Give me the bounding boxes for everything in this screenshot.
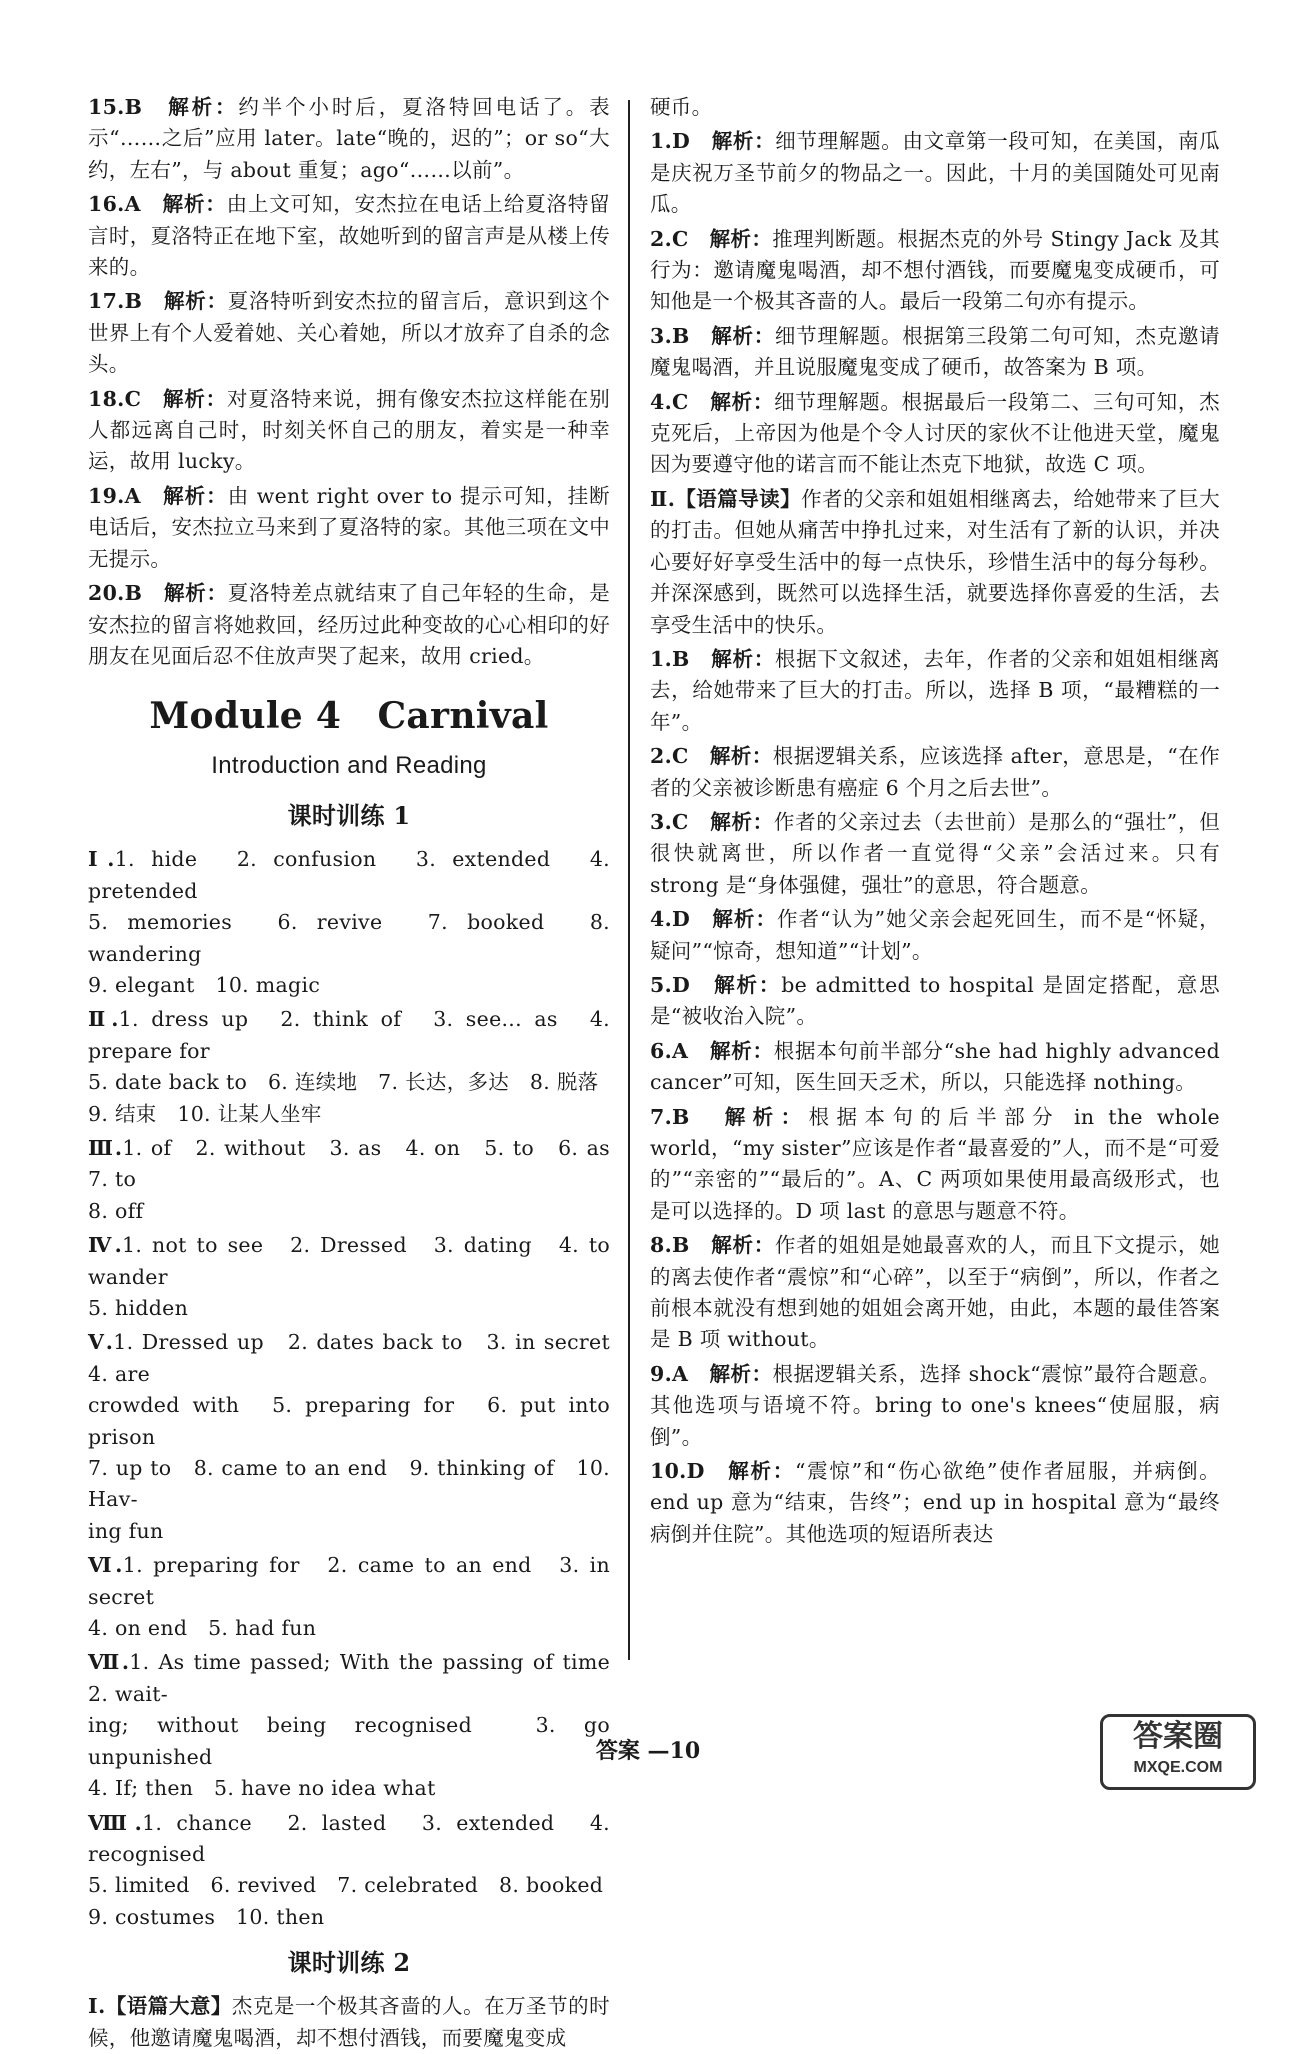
guide-text: 作者的父亲和姐姐相继离去，给她带来了巨大的打击。但她从痛苦中挣扎过来，对生活有了新的认识，并决心要好好享受生活中的每一点快乐，珍惜生活中的每分每秒。并深深感到，既然可以选择生活，就要选择你喜爱的生活，去享受生活中的快乐。 (650, 486, 1220, 637)
answers-previous-module (88, 92, 610, 672)
exercise-text: ing fun (88, 1518, 164, 1543)
watermark-top: 答案圈 (1133, 1720, 1223, 1753)
column-divider (628, 100, 630, 1660)
exercise-line (88, 1293, 610, 1324)
exercise-line (88, 1870, 610, 1901)
analysis-text: 细节理解题。根据最后一段第二、三句可知，杰克死后，上帝因为他是个令人讨厌的家伙不让他进天堂，魔鬼因为要遵守他的诺言而不能让杰克下地狱，故选 C 项。 (650, 389, 1220, 477)
answer-number: 10. (650, 1459, 687, 1484)
exercise-line (88, 1773, 610, 1804)
exercise-line (88, 844, 610, 907)
answer-key: A (124, 483, 141, 508)
analysis-label: 解析： (712, 907, 777, 932)
answer-key: B (672, 1233, 690, 1258)
exercise-label: Ⅷ. (88, 1810, 143, 1835)
exercise-text: 9. elegant 10. magic (88, 972, 321, 997)
guide-roman-label: Ⅱ. (650, 486, 676, 511)
analysis-label: 解析： (709, 226, 773, 251)
exercise-text: 5. limited 6. revived 7. celebrated 8. booked (88, 1873, 604, 1898)
analysis-label: 解析： (163, 386, 227, 411)
answer-number: 7. (650, 1104, 673, 1129)
exercise-line (88, 1230, 610, 1293)
exercise-text: ing; without being recognised 3. go unpunished (88, 1713, 610, 1769)
analysis-text: 细节理解题。由文章第一段可知，在美国，南瓜是庆祝万圣节前夕的物品之一。因此，十月的美国随处可见南瓜。 (650, 129, 1220, 217)
exercise-block (88, 1647, 631, 1804)
answer-item (650, 1036, 1220, 1099)
answer-number: 4. (650, 907, 673, 932)
intro-tag: 【语篇大意】 (105, 1994, 232, 2019)
exercise-line (88, 907, 610, 970)
lesson2-intro (88, 1991, 610, 2054)
passage-guide (650, 484, 1220, 641)
exercise-line (88, 1099, 610, 1130)
exercise-line (88, 1453, 610, 1516)
answer-item (650, 126, 1220, 220)
exercise-line (88, 1327, 631, 1390)
analysis-label: 解析： (711, 646, 775, 671)
answer-item (650, 644, 1220, 738)
exercise-line (88, 1067, 610, 1098)
exercise-line (88, 1902, 610, 1933)
intro-continuation: 硬币。 (650, 95, 713, 119)
answer-item (88, 481, 610, 575)
analysis-label: 解析： (710, 809, 774, 834)
lesson1-title: 课时训练 1 (287, 801, 411, 831)
analysis-text: “震惊”和“伤心欲绝”使作者屈服，并病倒。end up 意为“结束，告终”；end up in hospital 意为“最终病倒并住院”。其他选项的短语所表达 (650, 1459, 1220, 1546)
answer-key: C (672, 809, 689, 834)
exercise-line (88, 1613, 610, 1644)
exercise-label: Ⅱ. (88, 1007, 119, 1032)
answer-item (650, 1102, 1220, 1228)
answer-number: 1. (650, 129, 673, 154)
answer-number: 2. (650, 744, 673, 769)
answer-number: 1. (650, 646, 673, 671)
exercise-text: 5. hidden (88, 1296, 189, 1320)
exercise-text: 1. dress up 2. think of 3. see... as 4. prepare for (88, 1007, 610, 1063)
exercise-text: 5. memories 6. revive 7. booked 8. wandering (88, 910, 610, 966)
answer-number: 2. (650, 226, 673, 251)
analysis-text: 由 went right over to 提示可知，挂断电话后，安杰拉立马来到了夏洛特的家。其他三项在文中无提示。 (88, 483, 610, 571)
exercise-block (88, 1808, 610, 1934)
answer-key: B (124, 289, 143, 314)
exercise-text: crowded with 5. preparing for 6. put into prison (88, 1393, 610, 1449)
analysis-label: 解析： (709, 744, 773, 769)
exercise-label: Ⅵ. (88, 1553, 123, 1578)
answer-item (88, 578, 610, 672)
answer-number: 16. (88, 192, 125, 217)
answers-passage-a (650, 126, 1220, 480)
exercise-block (88, 1230, 610, 1324)
answer-key: B (672, 1104, 690, 1129)
answer-item (650, 1230, 1220, 1356)
exercise-line (88, 1004, 610, 1067)
analysis-text: 作者的父亲过去（去世前）是那么的“强壮”，但很快就离世，所以作者一直觉得“父亲”会活过来。只有 strong 是“身体强健，强壮”的意思，符合题意。 (650, 809, 1220, 897)
exercise-text: 4. on end 5. had fun (88, 1616, 317, 1641)
answer-key: D (686, 1459, 705, 1484)
answer-number: 18. (88, 386, 125, 411)
exercise-label: Ⅶ. (88, 1650, 130, 1675)
watermark-bottom: MXQE.COM (1133, 1759, 1223, 1776)
answer-key: A (124, 192, 141, 217)
exercise-text: 1. not to see 2. Dressed 3. dating 4. to wander (88, 1233, 610, 1289)
answer-number: 3. (650, 323, 673, 348)
exercise-line (88, 1647, 631, 1710)
exercise-text: 4. If; then 5. have no idea what (88, 1776, 436, 1801)
watermark-logo (1100, 1714, 1256, 1790)
exercise-line (88, 1550, 610, 1613)
analysis-label: 解析： (163, 289, 228, 314)
analysis-label: 解析： (728, 1459, 795, 1484)
analysis-text: 根据逻辑关系，选择 shock“震惊”最符合题意。其他选项与语境不符。bring to one's knees“使屈服，病倒”。 (650, 1361, 1220, 1449)
answer-number: 15. (88, 95, 125, 119)
answer-item (650, 224, 1220, 318)
page-footer: 答案 —10 (595, 1738, 701, 1764)
analysis-text: 由上文可知，安杰拉在电话上给夏洛特留言时，夏洛特正在地下室，故她听到的留言声是从楼上传来的。 (88, 192, 610, 280)
exercise-block (88, 844, 610, 1001)
analysis-text: 细节理解题。根据第三段第二句可知，杰克邀请魔鬼喝酒，并且说服魔鬼变成了硬币，故答案为 B 项。 (650, 323, 1220, 380)
section-title: Introduction and Reading (211, 752, 487, 780)
analysis-label: 解析： (711, 129, 776, 154)
analysis-text: 推理判断题。根据杰克的外号 Stingy Jack 及其行为：邀请魔鬼喝酒，却不想付酒钱，而要魔鬼变成硬币，可知他是一个极其吝啬的人。最后一段第二句亦有提示。 (650, 226, 1220, 314)
exercise-line (88, 970, 610, 1001)
exercise-line (88, 1390, 610, 1453)
analysis-text: 根据下文叙述，去年，作者的父亲和姐姐相继离去，给她带来了巨大的打击。所以，选择 B 项，“最糟糕的一年”。 (650, 646, 1220, 734)
answer-item (650, 1456, 1220, 1550)
analysis-label: 解析： (711, 1233, 775, 1258)
exercise-line (88, 1516, 610, 1547)
answer-number: 8. (650, 1233, 673, 1258)
analysis-text: 根据本句的后半部分 in the whole world，“my sister”应该是作者“最喜爱的”人，而不是“可爱的”“亲密的”“最后的”。A、C 两项如果使用最高级形式，也是可以选择的。D 项 last 的意思与题意不符。 (650, 1104, 1220, 1223)
answer-item (88, 92, 610, 186)
answer-key: C (672, 226, 689, 251)
analysis-label: 解析： (710, 389, 775, 414)
exercise-label: Ⅴ. (88, 1330, 114, 1355)
exercise-line (88, 1133, 631, 1196)
exercise-text: 5. date back to 6. 连续地 7. 长达，多达 8. 脱落 (88, 1070, 599, 1095)
analysis-text: 约半个小时后，夏洛特回电话了。表示“……之后”应用 later。late“晚的，迟的”；or so“大约，左右”，与 about 重复；ago“……以前”。 (88, 95, 610, 182)
analysis-label: 解析： (163, 581, 228, 606)
answer-item (650, 904, 1220, 967)
exercise-text: 7. up to 8. came to an end 9. thinking of 10. Hav- (88, 1456, 610, 1512)
analysis-text: 作者的姐姐是她最喜欢的人，而且下文提示，她的离去使作者“震惊”和“心碎”，以至于“病倒”，所以，作者之前根本就没有想到她的姐姐会离开她，由此，本题的最佳答案是 B 项 without。 (650, 1233, 1220, 1352)
answer-number: 9. (650, 1361, 673, 1386)
lesson2-title: 课时训练 2 (287, 1948, 411, 1978)
answer-key: B (672, 323, 690, 348)
exercise-block (88, 1133, 631, 1227)
answer-number: 5. (650, 972, 673, 997)
answer-key: B (124, 581, 143, 606)
answer-key: A (672, 1038, 689, 1063)
exercise-block (88, 1550, 610, 1644)
exercise-line (88, 1808, 610, 1871)
right-column (650, 92, 1220, 1692)
analysis-text: 作者“认为”她父亲会起死回生，而不是“怀疑，疑问”“惊奇，想知道”“计划”。 (650, 907, 1220, 963)
analysis-label: 解析： (163, 483, 228, 508)
exercise-label: Ⅳ. (88, 1233, 123, 1258)
exercise-label: Ⅰ. (88, 847, 115, 872)
answer-number: 19. (88, 483, 125, 508)
exercise-text: 1. Dressed up 2. dates back to 3. in secret 4. are (88, 1330, 631, 1386)
exercise-block (88, 1004, 610, 1130)
answer-number: 6. (650, 1038, 673, 1063)
analysis-text: 根据逻辑关系，应该选择 after，意思是，“在作者的父亲被诊断患有癌症 6 个月之后去世”。 (650, 744, 1220, 800)
module-title: Module 4 Carnival (149, 695, 549, 738)
answer-item (650, 807, 1220, 901)
answer-item (88, 384, 610, 478)
analysis-label: 解析： (162, 192, 227, 217)
answer-item (650, 1359, 1220, 1453)
guide-tag: 【语篇导读】 (675, 486, 802, 511)
answer-key: D (672, 972, 691, 997)
answer-key: C (672, 389, 689, 414)
intro-roman-label: Ⅰ. (88, 1994, 106, 2019)
answer-key: C (124, 386, 142, 411)
answers-passage-b (650, 644, 1220, 1550)
exercise-text: 1. hide 2. confusion 3. extended 4. pretended (88, 847, 611, 903)
answer-number: 4. (650, 389, 673, 414)
analysis-text: 对夏洛特来说，拥有像安杰拉这样能在别人都远离自己时，时刻关怀自己的朋友，着实是一种幸运，故用 lucky。 (88, 386, 611, 474)
exercise-block (88, 1327, 631, 1547)
exercise-text: 9. 结束 10. 让某人坐牢 (88, 1101, 322, 1126)
analysis-label: 解析： (711, 323, 775, 348)
analysis-label: 解析： (709, 1361, 773, 1386)
exercise-label: Ⅲ. (88, 1135, 123, 1160)
left-column (88, 92, 631, 2050)
intro-text: 杰克是一个极其吝啬的人。在万圣节的时候，他邀请魔鬼喝酒，却不想付酒钱，而要魔鬼变成 (88, 1994, 610, 2050)
answer-item (650, 741, 1220, 804)
analysis-label: 解析： (168, 95, 239, 119)
answer-item (650, 970, 1220, 1033)
exercise-text: 1. chance 2. lasted 3. extended 4. recognised (88, 1810, 610, 1866)
exercise-text: 8. off (88, 1198, 144, 1223)
analysis-label: 解析： (724, 1104, 809, 1129)
analysis-label: 解析： (709, 1038, 774, 1063)
analysis-text: 夏洛特差点就结束了自己年轻的生命，是安杰拉的留言将她救回，经历过此种变故的心心相印的好朋友在见面后忍不住放声哭了起来，故用 cried。 (88, 581, 610, 668)
answer-item (88, 286, 610, 380)
analysis-text: 根据本句前半部分“she had highly advanced cancer”可知，医生回天乏术，所以，只能选择 nothing。 (650, 1038, 1220, 1095)
answer-number: 3. (650, 809, 673, 834)
answer-key: D (672, 907, 691, 932)
exercise-text: 1. of 2. without 3. as 4. on 5. to 6. as 7. to (88, 1135, 631, 1192)
answer-key: C (672, 744, 689, 769)
answer-key: D (672, 129, 691, 154)
analysis-label: 解析： (714, 972, 782, 997)
answer-key: A (672, 1361, 689, 1386)
exercise-text: 9. costumes 10. then (88, 1904, 325, 1929)
answer-key: B (124, 95, 143, 119)
answer-number: 17. (88, 289, 125, 314)
answer-item (650, 321, 1220, 384)
exercise-text: 1. preparing for 2. came to an end 3. in secret (88, 1553, 610, 1609)
answer-item (650, 387, 1220, 481)
answer-item (88, 189, 610, 283)
analysis-text: be admitted to hospital 是固定搭配，意思是“被收治入院”。 (650, 972, 1220, 1029)
answer-key: B (672, 646, 690, 671)
answer-number: 20. (88, 581, 125, 606)
lesson1-exercises (88, 844, 631, 1933)
exercise-text: 1. As time passed; With the passing of time 2. wait- (88, 1650, 631, 1706)
analysis-text: 夏洛特听到安杰拉的留言后，意识到这个世界上有个人爱着她、关心着她，所以才放弃了自杀的念头。 (88, 289, 610, 377)
exercise-line (88, 1196, 610, 1227)
